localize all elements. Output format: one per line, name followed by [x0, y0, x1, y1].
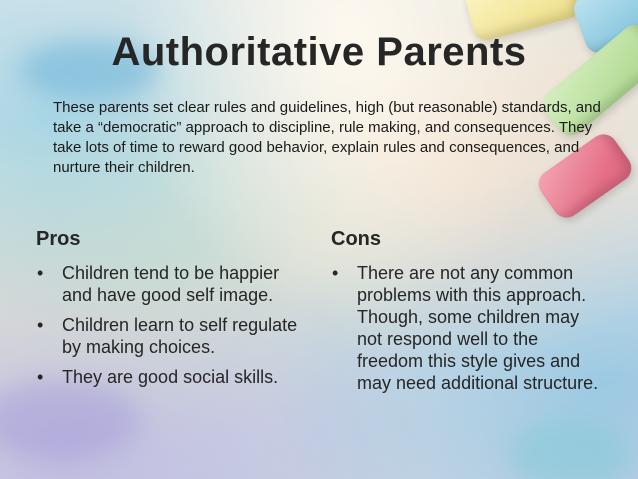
list-item [36, 366, 311, 388]
list-item-text: Children tend to be happier and have good self image. [62, 263, 280, 305]
list-item [331, 262, 606, 394]
list-item [36, 314, 311, 358]
bullet-icon: • [37, 315, 44, 335]
intro-text: These parents set clear rules and guidelines, high (but reasonable) standards, and take a “democratic” approach to discipline, rule making, and consequences. They take lots of time to reward good behavior, explain rules and consequences, and nurture their children. [53, 99, 601, 176]
slide-title: Authoritative Parents [111, 30, 527, 74]
list-item [36, 262, 311, 306]
pros-list [36, 262, 311, 396]
bullet-icon: • [37, 367, 44, 387]
pros-heading: Pros [36, 228, 81, 250]
background-smudge [508, 420, 628, 479]
list-item-text: There are not any common problems with this approach. Though, some children may not respond well to the freedom this style gives and may need additional structure. [357, 263, 599, 393]
bullet-icon: • [37, 263, 44, 283]
cons-heading: Cons [331, 228, 381, 250]
cons-list [331, 262, 606, 402]
bullet-icon: • [332, 263, 339, 283]
list-item-text: Children learn to self regulate by making choices. [62, 315, 298, 357]
list-item-text: They are good social skills. [62, 367, 279, 387]
